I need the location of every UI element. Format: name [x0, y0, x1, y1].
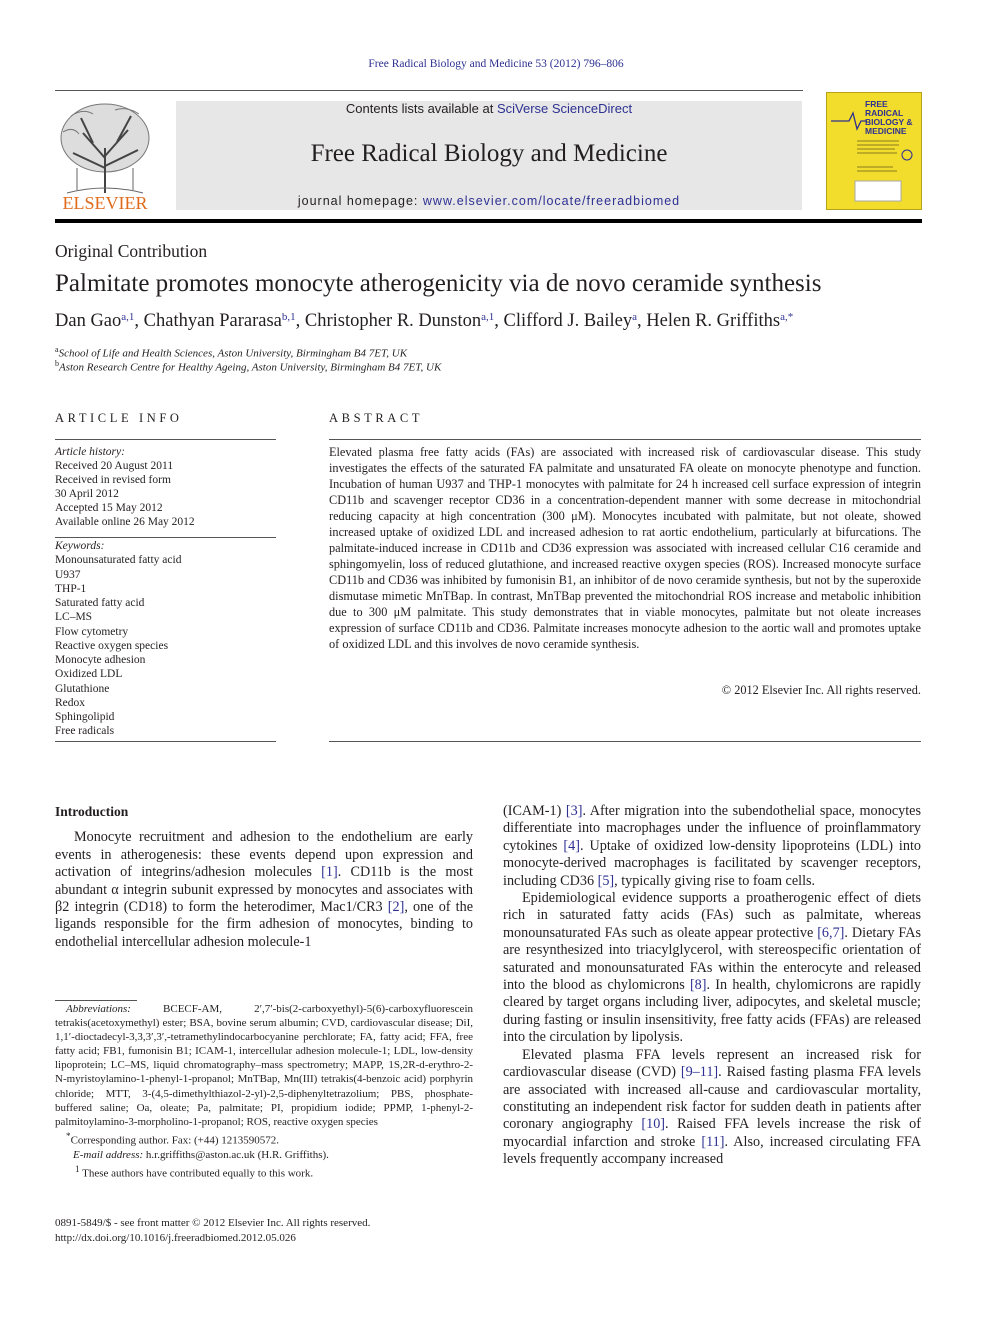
footnote-mark: 1	[75, 1163, 80, 1174]
citation-link[interactable]: [1]	[321, 864, 338, 881]
history-item: Received 20 August 2011	[55, 460, 174, 473]
paragraph	[503, 890, 921, 1047]
keyword-item: Free radicals	[55, 725, 115, 738]
email-label: E-mail address:	[73, 1148, 144, 1161]
divider	[329, 741, 921, 742]
footnotes	[55, 1002, 473, 1180]
cover-title-line-3: BIOLOGY &	[865, 117, 913, 127]
author-affiliation-mark[interactable]: a,1	[481, 311, 495, 323]
text-run: . In health, chylomicrons are rapidly cleared by target organs including liver, adipocytes, and skeletal muscle; during fasting or insulin insensitivity, free fatty acids (FFAs) are released into the circulation by lipolysis.	[503, 977, 921, 1046]
text-run: . Raised fasting plasma FFA levels are associated with increased all-cause and cardiovascular mortality, constituting an independent risk factor for sudden death in patients after coronary angiography	[503, 1064, 921, 1133]
divider	[55, 741, 276, 742]
citation-link[interactable]: [4]	[563, 837, 580, 854]
text-run: , typically giving rise to foam cells.	[614, 872, 816, 889]
contents-line	[176, 101, 802, 116]
author-separator: ,	[637, 311, 647, 331]
right-paragraphs	[503, 803, 921, 1169]
journal-citation: Free Radical Biology and Medicine 53 (2012) 796–806	[368, 58, 624, 70]
left-paragraphs	[55, 829, 473, 951]
equal-contribution-text: These authors have contributed equally to this work.	[82, 1167, 314, 1180]
divider	[55, 439, 276, 440]
email-link[interactable]: h.r.griffiths@aston.ac.uk	[145, 1148, 255, 1161]
issn-line: 0891-5849/$ - see front matter © 2012 Elsevier Inc. All rights reserved.	[55, 1217, 371, 1229]
author-affiliation-mark[interactable]: b,1	[281, 311, 296, 323]
keyword-item: Glutathione	[55, 682, 110, 695]
citation-link[interactable]: [10]	[641, 1116, 666, 1133]
author-name: Clifford J. Bailey	[503, 311, 633, 331]
journal-homepage	[176, 194, 802, 208]
cover-title-line-1: FREE	[865, 99, 888, 109]
citation-link[interactable]: [2]	[387, 899, 405, 916]
history-item: 30 April 2012	[55, 488, 119, 501]
author-list	[55, 311, 793, 332]
author[interactable]	[144, 311, 296, 331]
keyword-item: Sphingolipid	[55, 711, 115, 723]
abbreviations-text: BCECF-AM, 2′,7′-bis(2-carboxyethyl)-5(6)-carboxyfluorescein tetrakis(acetoxymethyl) ester; BSA, bovine serum albumin; CVD, cardiovascular disease; DiI, 1,1′-dioctadecyl-3,3,3′,3′,-tetramethylindocarbocyanine perchlorate; FA, fatty acid; FFA, free fatty acid; FB1, fumonisin B1; ICAM-1, intercellular adhesion molecule-1; LDL, low-density lipoprotein; LC–MS, liquid chromatography–mass spectrometry; MAPP, 1S,2R-d-erythro-2-N-myristoylamino-1-phenyl-1-propanol; MnTBap, Mn(III) tetrakis(4-benzoic acid) porphyrin chloride; MTT, 3-(4,5-dimethylthiazol-2-yl)-2,5-diphenyltetrazolium; PBS, phosphate-buffered saline; Oa, oleate; Pa, palmitate; PI, propidium iodide; PPMP, 1-phenyl-2-palmitoylamino-3-morpholino-1-propanol; ROS, reactive oxygen species	[55, 1003, 473, 1128]
affiliation-mark: a	[55, 345, 59, 354]
author-separator: ,	[494, 311, 504, 331]
footnote-rule	[55, 1000, 137, 1001]
author-name: Helen R. Griffiths	[646, 311, 781, 331]
citation-link[interactable]: [8]	[689, 977, 707, 994]
divider	[55, 537, 276, 538]
citation-link[interactable]: [6,7]	[817, 924, 845, 941]
author[interactable]	[55, 311, 134, 331]
affiliation-text: School of Life and Health Sciences, Aston University, Birmingham B4 7ET, UK	[58, 347, 408, 360]
sciencedirect-link[interactable]: SciVerse ScienceDirect	[496, 101, 633, 116]
introduction-heading: Introduction	[55, 804, 129, 819]
keyword-item: THP-1	[55, 582, 87, 595]
email-suffix: (H.R. Griffiths).	[254, 1148, 329, 1161]
keyword-item: Saturated fatty acid	[55, 597, 145, 609]
history-label: Article history:	[55, 446, 125, 458]
paragraph	[55, 829, 473, 951]
body-column-right	[503, 803, 921, 1169]
cover-title-line-4: MEDICINE	[865, 126, 907, 136]
keywords-label: Keywords:	[55, 540, 105, 552]
affiliation-text: Aston Research Centre for Healthy Ageing, Aston University, Birmingham B4 7ET, UK	[59, 361, 442, 374]
citation-link[interactable]: [11]	[701, 1133, 725, 1150]
corresponding-text: Corresponding author. Fax: (+44) 1213590572.	[70, 1134, 280, 1147]
keyword-list	[55, 553, 276, 738]
text-run: , one of the ligands responsible for the firm adhesion of monocytes, binding to endothelial intercellular adhesion molecule-1	[55, 899, 474, 950]
keywords	[55, 539, 276, 739]
journal-cover[interactable]	[826, 92, 922, 210]
affiliation-b	[55, 359, 441, 374]
history-item: Accepted 15 May 2012	[55, 502, 163, 515]
keyword-item: Flow cytometry	[55, 625, 129, 638]
text-run: (ICAM-1)	[503, 803, 566, 819]
doi-link[interactable]: http://dx.doi.org/10.1016/j.freeradbiomed.2012.05.026	[55, 1231, 296, 1244]
article-title: Palmitate promotes monocyte atherogenicity via de novo ceramide synthesis	[55, 270, 822, 297]
author[interactable]	[305, 311, 494, 331]
author-affiliation-mark[interactable]: a,*	[780, 311, 794, 323]
author-separator: ,	[134, 311, 144, 331]
author-name: Chathyan Pararasa	[143, 311, 282, 331]
elsevier-logo	[53, 98, 157, 212]
header-thick-rule	[55, 219, 922, 223]
citation-link[interactable]: [3]	[565, 803, 583, 819]
author-affiliation-mark[interactable]: a,1	[121, 311, 135, 323]
journal-title: Free Radical Biology and Medicine	[310, 140, 668, 167]
paragraph	[503, 803, 921, 890]
author[interactable]	[646, 311, 793, 331]
cover-title-line-2: RADICAL	[865, 108, 904, 118]
elsevier-tree-icon	[53, 98, 157, 212]
citation-link[interactable]: [5]	[597, 872, 615, 889]
author-name: Christopher R. Dunston	[304, 311, 482, 331]
keyword-item: Monocyte adhesion	[55, 654, 146, 666]
text-run: . Also, increased circulating FFA levels frequently accompany increased	[503, 1133, 921, 1168]
body-column-left	[55, 803, 473, 951]
front-matter	[55, 1216, 370, 1245]
article-history	[55, 445, 276, 530]
affiliation-mark: b	[55, 359, 59, 368]
contents-prefix: Contents lists available at	[345, 101, 497, 116]
homepage-prefix: journal homepage:	[297, 194, 423, 208]
text-run: Elevated plasma FFA levels represent an increased risk for cardiovascular disease (CVD)	[503, 1046, 921, 1081]
author-name: Dan Gao	[55, 311, 122, 331]
abbreviations-note	[55, 1002, 473, 1129]
equal-contribution-note	[55, 1162, 473, 1181]
abstract-heading: ABSTRACT	[329, 411, 424, 425]
copyright: © 2012 Elsevier Inc. All rights reserved.	[721, 683, 921, 697]
keyword-item: U937	[55, 568, 81, 581]
corresponding-note	[55, 1129, 473, 1148]
keyword-item: LC–MS	[55, 611, 93, 624]
journal-cover-image-icon	[827, 93, 921, 209]
keyword-item: Redox	[55, 696, 86, 709]
divider	[329, 439, 921, 440]
elsevier-wordmark: ELSEVIER	[62, 193, 148, 212]
star-mark: *	[66, 1130, 71, 1141]
text-run: . CD11b is the most abundant α integrin subunit expressed by monocytes and associates with β2 integrin (CD18) to form the heterodimer, Mac1/CR3	[55, 864, 473, 916]
homepage-link[interactable]: www.elsevier.com/locate/freeradbiomed	[422, 194, 681, 208]
keyword-item: Oxidized LDL	[55, 668, 123, 681]
history-item: Received in revised form	[55, 474, 171, 487]
abbreviations-label: Abbreviations:	[66, 1003, 131, 1015]
keyword-item: Reactive oxygen species	[55, 639, 169, 652]
history-item: Available online 26 May 2012	[55, 516, 195, 529]
author[interactable]	[504, 311, 638, 331]
text-run: . Uptake of oxidized low-density lipoproteins (LDL) into monocyte-derived macrophages is facilitated by scavenger receptors, including CD36	[503, 837, 922, 889]
section-type: Original Contribution	[55, 241, 208, 261]
history-list	[55, 459, 276, 529]
text-run: Epidemiological evidence supports a proatherogenic effect of diets rich in saturated fatty acids (FAs) such as palmitate, whereas monounsaturated FAs such as oleate appear protective	[503, 890, 921, 941]
text-run: . Dietary FAs are resynthesized into triacylglycerol, with stereospecific orientation of saturated and monounsaturated FAs within the enterocyte and released into the blood as chylomicrons	[503, 924, 921, 994]
article-info-heading: ARTICLE INFO	[55, 411, 183, 425]
header-rule	[55, 90, 803, 91]
text-run: Monocyte recruitment and adhesion to the endothelium are early events in atherogenesis: these events depend upon expression and activation of integrins/adhesion molecules	[55, 829, 473, 881]
keyword-item: Monounsaturated fatty acid	[55, 554, 182, 567]
text-run: . After migration into the subendothelial space, monocytes differentiate into macrophages under the influence of proinflammatory cytokines	[503, 803, 921, 854]
affiliation-a	[55, 345, 407, 360]
paragraph	[503, 1047, 921, 1169]
abstract-text: Elevated plasma free fatty acids (FAs) are associated with increased risk of cardiovascular disease. This study investigates the effects of the saturated FA palmitate and unsaturated FA oleate on monocyte phenotype and function. Incubation of human U937 and THP-1 monocytes with palmitate for 24 h increased cell surface expression of integrin CD11b and scavenger receptor CD36 in a concentration-dependent manner with some decrease in mitochondrial reducing capacity at high concentration (300 μM). Monocytes incubated with palmitate, but not oleate, showed increased uptake of oxidized LDL and increased adhesion to rat aortic endothelium, particularly at bifurcations. The palmitate-induced increase in CD11b and CD36 expression was associated with increased cellular C16 ceramide and sphingomyelin, loss of reduced glutathione, and increased reactive oxygen species (ROS). Increased monocyte surface CD11b and CD36 was inhibited by fumonisin B1, an inhibitor of de novo ceramide synthesis, but not by the superoxide dismutase mimetic MnTBap. In contrast, MnTBap prevented the mitochondrial ROS increase and metabolic inhibition due to 300 μM palmitate. This study demonstrates that in viable monocytes, palmitate but not oleate increases expression of surface CD11b and CD36. Palmitate increases monocyte adhesion to the aortic wall and promotes uptake of oxidized LDL and this involves de novo ceramide synthesis.	[329, 445, 921, 651]
text-run: . Raised FFA levels increase the risk of myocardial infarction and stroke	[503, 1116, 921, 1150]
author-affiliation-mark[interactable]: a	[632, 311, 638, 323]
email-note	[55, 1148, 473, 1162]
author-separator: ,	[295, 311, 305, 331]
citation-link[interactable]: [9–11]	[680, 1064, 719, 1081]
